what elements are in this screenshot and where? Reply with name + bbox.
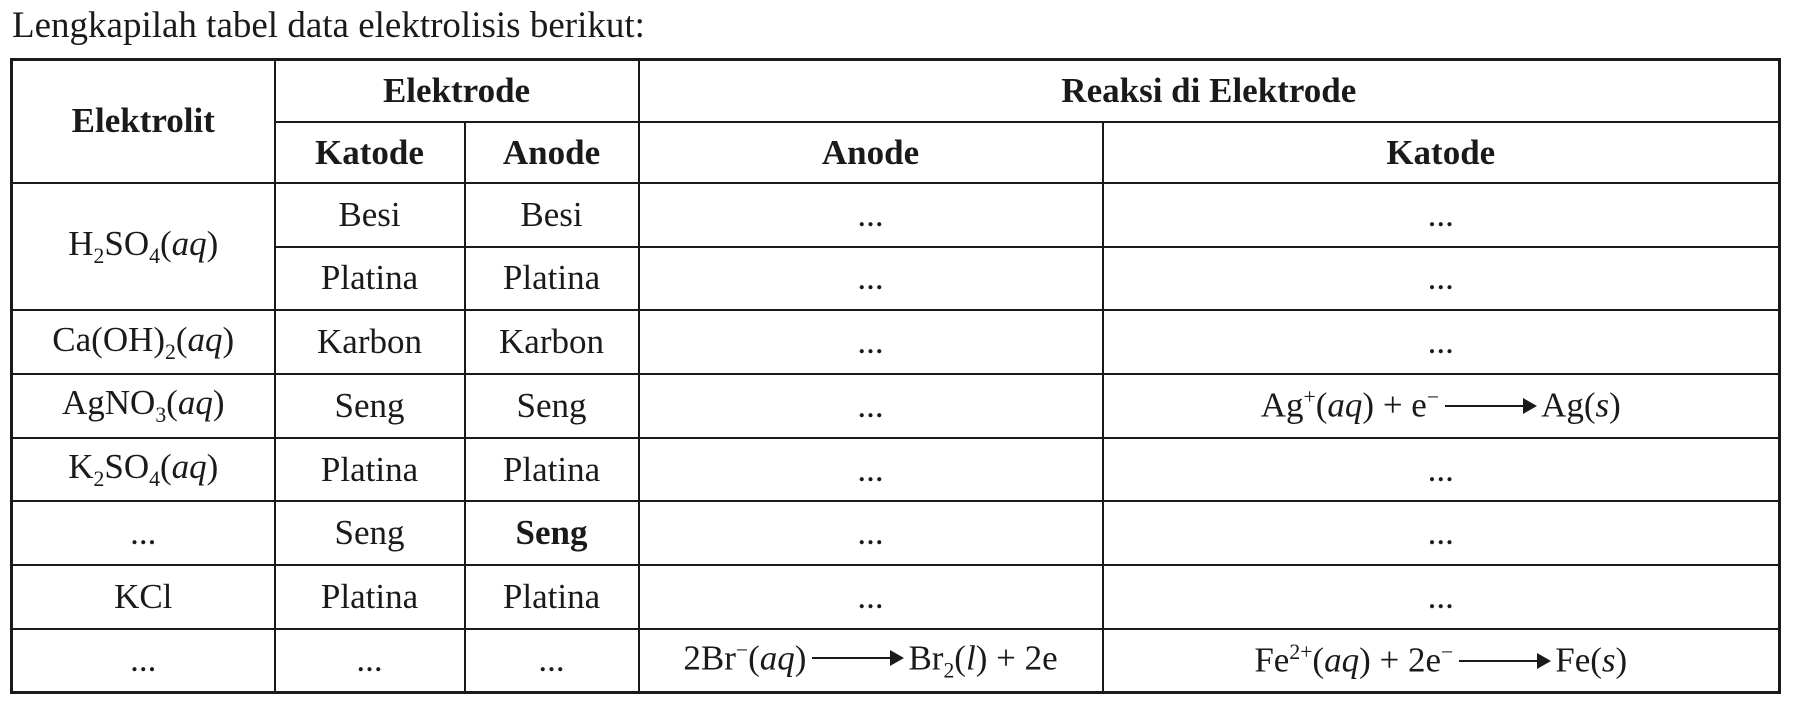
- anode-cell: Seng: [465, 374, 639, 438]
- reaction-arrow-icon: [1459, 660, 1549, 662]
- table-row: [12, 374, 1780, 438]
- reaksi-katode-cell: ...: [1103, 565, 1780, 629]
- elektrolit-cell: AgNO$_3$(aq): [12, 374, 275, 438]
- header-elektrolit: Elektrolit: [12, 60, 275, 183]
- table-row: [12, 565, 1780, 629]
- katode-cell: Platina: [275, 247, 465, 311]
- anode-cell: Platina: [465, 565, 639, 629]
- anode-cell: Seng: [465, 501, 639, 565]
- table-row: [12, 310, 1780, 374]
- anode-cell: Besi: [465, 183, 639, 247]
- reaksi-anode-cell: ...: [639, 438, 1103, 502]
- katode-cell: Besi: [275, 183, 465, 247]
- reaksi-katode-cell: ...: [1103, 438, 1780, 502]
- table-row: [12, 501, 1780, 565]
- katode-cell: ...: [275, 629, 465, 693]
- header-elektrode: Elektrode: [275, 60, 639, 123]
- reaksi-anode-cell: 2Br−(aq) $Br_2(l) + 2e$: [639, 629, 1103, 693]
- table-row: [12, 629, 1780, 693]
- reaksi-anode-cell: ...: [639, 183, 1103, 247]
- elektrolit-cell: $K_2SO_4(aq)$: [12, 438, 275, 502]
- katode-cell: Karbon: [275, 310, 465, 374]
- elektrolit-cell: ...: [12, 629, 275, 693]
- table-row: [12, 183, 1780, 247]
- anode-cell: ...: [465, 629, 639, 693]
- reaksi-katode-cell: ...: [1103, 501, 1780, 565]
- reaksi-katode-cell: Ag+(aq) + e− Ag(s): [1103, 374, 1780, 438]
- reaksi-katode-cell: ...: [1103, 310, 1780, 374]
- elektrolit-cell: $Ca(OH)_2(aq)$: [12, 310, 275, 374]
- reaction-arrow-icon: [812, 657, 902, 659]
- reaksi-anode-cell: ...: [639, 501, 1103, 565]
- table-row: [12, 247, 1780, 311]
- katode-cell: Platina: [275, 565, 465, 629]
- header-anode: Anode: [465, 122, 639, 183]
- katode-cell: Platina: [275, 438, 465, 502]
- katode-cell: Seng: [275, 374, 465, 438]
- reaksi-anode-cell: ...: [639, 247, 1103, 311]
- reaction-arrow-icon: [1445, 405, 1535, 407]
- header-katode: Katode: [275, 122, 465, 183]
- electrolysis-table: [10, 58, 1781, 694]
- header-reaksi-katode: Katode: [1103, 122, 1780, 183]
- reaksi-katode-cell: ...: [1103, 183, 1780, 247]
- anode-cell: Platina: [465, 247, 639, 311]
- header-reaksi: Reaksi di Elektrode: [639, 60, 1780, 123]
- reaksi-anode-cell: ...: [639, 374, 1103, 438]
- reaksi-anode-cell: ...: [639, 565, 1103, 629]
- reaksi-katode-cell: ...: [1103, 247, 1780, 311]
- anode-cell: Karbon: [465, 310, 639, 374]
- elektrolit-cell: KCl: [12, 565, 275, 629]
- katode-cell: Seng: [275, 501, 465, 565]
- table-row: [12, 438, 1780, 502]
- anode-cell: Platina: [465, 438, 639, 502]
- elektrolit-cell: $H_2SO_4(aq)$: [12, 183, 275, 310]
- instruction-text: Lengkapilah tabel data elektrolisis berikut:: [12, 5, 645, 46]
- reaksi-katode-cell: $Fe^{2+}(aq) + 2e^-$ Fe(s): [1103, 629, 1780, 693]
- reaksi-anode-cell: ...: [639, 310, 1103, 374]
- elektrolit-cell: ...: [12, 501, 275, 565]
- header-reaksi-anode: Anode: [639, 122, 1103, 183]
